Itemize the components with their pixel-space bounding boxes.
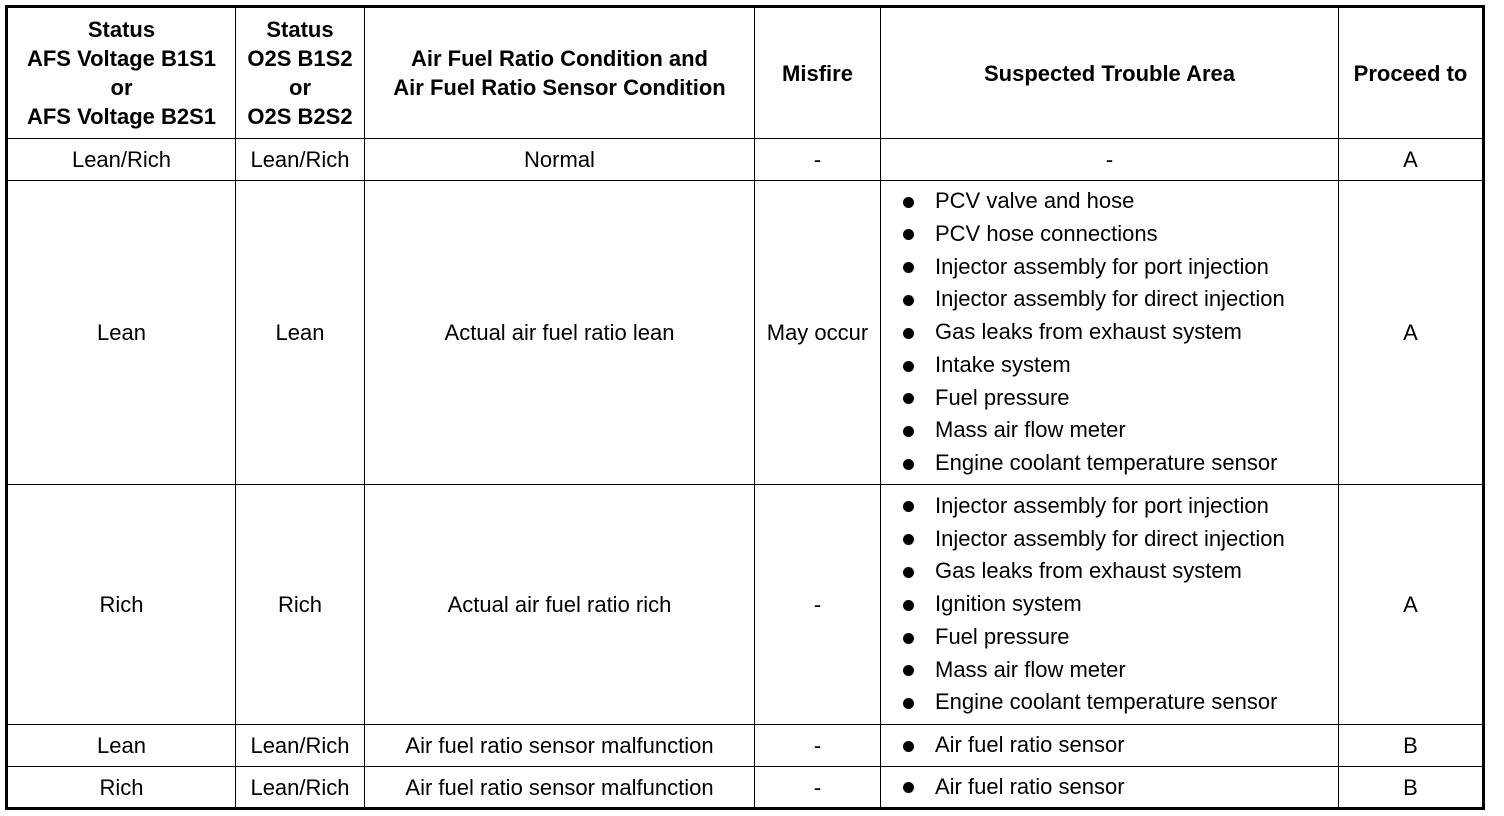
header-afs-voltage: Status AFS Voltage B1S1 or AFS Voltage B2S1	[7, 7, 236, 139]
table-row	[7, 767, 1484, 809]
cell-suspected-area	[881, 725, 1339, 767]
bullet-icon	[903, 218, 935, 251]
suspected-area-list	[903, 771, 1335, 804]
cell-o2s: Rich	[236, 485, 365, 725]
list-item: Intake system	[903, 349, 1335, 382]
list-item: Engine coolant temperature sensor	[903, 447, 1335, 480]
list-item: Fuel pressure	[903, 621, 1335, 654]
cell-proceed: B	[1339, 725, 1484, 767]
cell-afs: Rich	[7, 767, 236, 809]
bullet-icon	[903, 490, 935, 523]
cell-condition: Actual air fuel ratio rich	[365, 485, 755, 725]
suspected-area-list	[903, 729, 1335, 762]
bullet-icon	[903, 771, 935, 804]
bullet-icon	[903, 523, 935, 556]
cell-suspected-area	[881, 485, 1339, 725]
bullet-icon	[903, 588, 935, 621]
table-row	[7, 725, 1484, 767]
cell-proceed: B	[1339, 767, 1484, 809]
cell-condition: Actual air fuel ratio lean	[365, 181, 755, 485]
cell-misfire: -	[755, 139, 881, 181]
header-proceed-to: Proceed to	[1339, 7, 1484, 139]
bullet-icon	[903, 316, 935, 349]
list-item: Gas leaks from exhaust system	[903, 316, 1335, 349]
cell-misfire: -	[755, 767, 881, 809]
bullet-icon	[903, 555, 935, 588]
bullet-icon	[903, 382, 935, 415]
table-row	[7, 139, 1484, 181]
list-item: Air fuel ratio sensor	[903, 729, 1335, 762]
cell-afs: Rich	[7, 485, 236, 725]
suspected-area-list	[903, 490, 1335, 720]
bullet-icon	[903, 251, 935, 284]
list-item: Gas leaks from exhaust system	[903, 555, 1335, 588]
list-item: PCV hose connections	[903, 218, 1335, 251]
cell-o2s: Lean	[236, 181, 365, 485]
list-item: Mass air flow meter	[903, 654, 1335, 687]
list-item: Injector assembly for direct injection	[903, 523, 1335, 556]
header-o2s-status: Status O2S B1S2 or O2S B2S2	[236, 7, 365, 139]
cell-suspected-area	[881, 181, 1339, 485]
header-suspected-area: Suspected Trouble Area	[881, 7, 1339, 139]
diagnosis-table	[5, 5, 1485, 810]
header-misfire: Misfire	[755, 7, 881, 139]
cell-misfire: -	[755, 725, 881, 767]
bullet-icon	[903, 414, 935, 447]
list-item: Injector assembly for port injection	[903, 490, 1335, 523]
cell-misfire: May occur	[755, 181, 881, 485]
cell-o2s: Lean/Rich	[236, 767, 365, 809]
list-item: Air fuel ratio sensor	[903, 771, 1335, 804]
cell-proceed: A	[1339, 485, 1484, 725]
header-row	[7, 7, 1484, 139]
bullet-icon	[903, 621, 935, 654]
list-item: PCV valve and hose	[903, 185, 1335, 218]
list-item: Fuel pressure	[903, 382, 1335, 415]
bullet-icon	[903, 349, 935, 382]
cell-suspected-area	[881, 767, 1339, 809]
table-row	[7, 181, 1484, 485]
bullet-icon	[903, 654, 935, 687]
bullet-icon	[903, 729, 935, 762]
header-air-fuel-condition: Air Fuel Ratio Condition and Air Fuel Ratio Sensor Condition	[365, 7, 755, 139]
cell-o2s: Lean/Rich	[236, 725, 365, 767]
bullet-icon	[903, 283, 935, 316]
bullet-icon	[903, 686, 935, 719]
cell-misfire: -	[755, 485, 881, 725]
cell-afs: Lean/Rich	[7, 139, 236, 181]
list-item: Engine coolant temperature sensor	[903, 686, 1335, 719]
list-item: Mass air flow meter	[903, 414, 1335, 447]
list-item: Ignition system	[903, 588, 1335, 621]
suspected-area-list	[903, 185, 1335, 480]
list-item: Injector assembly for port injection	[903, 251, 1335, 284]
cell-proceed: A	[1339, 181, 1484, 485]
cell-afs: Lean	[7, 725, 236, 767]
table-row	[7, 485, 1484, 725]
cell-afs: Lean	[7, 181, 236, 485]
cell-condition: Air fuel ratio sensor malfunction	[365, 725, 755, 767]
cell-condition: Normal	[365, 139, 755, 181]
list-item: Injector assembly for direct injection	[903, 283, 1335, 316]
cell-proceed: A	[1339, 139, 1484, 181]
bullet-icon	[903, 447, 935, 480]
cell-suspected-area: -	[881, 139, 1339, 181]
cell-o2s: Lean/Rich	[236, 139, 365, 181]
bullet-icon	[903, 185, 935, 218]
cell-condition: Air fuel ratio sensor malfunction	[365, 767, 755, 809]
